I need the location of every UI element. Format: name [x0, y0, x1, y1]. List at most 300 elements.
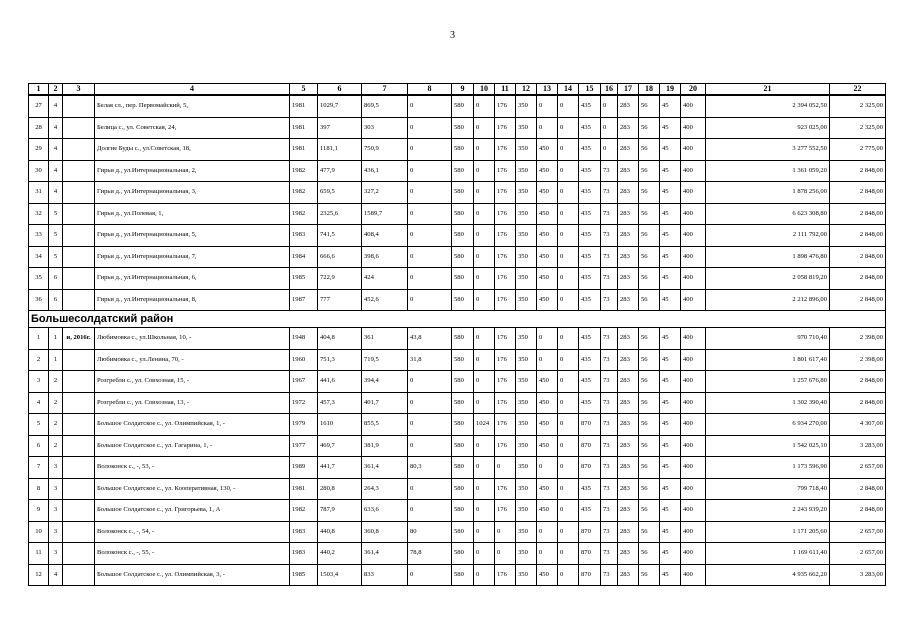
table-cell: 56 — [639, 371, 660, 393]
column-header: 10 — [474, 84, 495, 96]
table-cell: 12 — [29, 564, 49, 586]
table-cell: 0 — [474, 543, 495, 565]
table-cell: 0 — [495, 543, 516, 565]
table-cell: 452,6 — [362, 289, 408, 311]
table-cell: 33 — [29, 225, 49, 247]
table-cell — [63, 225, 95, 247]
table-cell: 580 — [452, 289, 474, 311]
table-cell: 0 — [474, 203, 495, 225]
table-cell: 361 — [362, 328, 408, 350]
table-cell: 6 934 270,00 — [706, 414, 830, 436]
table-cell: 1948 — [290, 328, 318, 350]
table-row — [29, 392, 886, 414]
table-row — [29, 564, 886, 586]
table-cell: 56 — [639, 328, 660, 350]
table-cell: 441,6 — [318, 371, 362, 393]
table-cell: 3 — [49, 478, 63, 500]
table-cell: 397 — [318, 117, 362, 139]
table-cell — [63, 457, 95, 479]
table-cell: 408,4 — [362, 225, 408, 247]
table-cell: 0 — [558, 95, 579, 117]
table-cell: 31,8 — [408, 349, 452, 371]
table-cell: 923 025,00 — [706, 117, 830, 139]
table-cell: 0 — [408, 225, 452, 247]
table-cell: 400 — [681, 328, 706, 350]
table-cell: 0 — [474, 268, 495, 290]
table-cell: 1 — [29, 328, 49, 350]
table-cell: 450 — [537, 225, 558, 247]
table-cell: 80 — [408, 521, 452, 543]
table-cell: 34 — [29, 246, 49, 268]
table-cell: 283 — [618, 289, 639, 311]
table-cell: Долгие Буды с., ул.Советская, 18, — [95, 139, 290, 161]
table-cell: 350 — [516, 246, 537, 268]
table-row — [29, 500, 886, 522]
table-cell: 450 — [537, 392, 558, 414]
table-cell: Большое Солдатское с., ул. Кооперативная, 130, - — [95, 478, 290, 500]
column-header: 22 — [830, 84, 886, 96]
table-cell: 580 — [452, 564, 474, 586]
table-cell: 0 — [408, 182, 452, 204]
table-cell: 580 — [452, 543, 474, 565]
table-cell: 6 — [29, 435, 49, 457]
table-cell: 29 — [29, 139, 49, 161]
table-cell: 0 — [558, 225, 579, 247]
table-cell: 1 169 611,40 — [706, 543, 830, 565]
table-cell: 400 — [681, 160, 706, 182]
table-cell: 0 — [601, 117, 618, 139]
table-cell: 580 — [452, 500, 474, 522]
table-cell: 5 — [29, 414, 49, 436]
table-cell: 6 623 308,80 — [706, 203, 830, 225]
table-cell: 580 — [452, 95, 474, 117]
table-cell: 580 — [452, 225, 474, 247]
table-cell: 870 — [579, 564, 601, 586]
table-cell: 0 — [408, 139, 452, 161]
table-cell: 2325,6 — [318, 203, 362, 225]
table-cell: 56 — [639, 246, 660, 268]
table-cell: 283 — [618, 392, 639, 414]
table-cell: 2 848,00 — [830, 160, 886, 182]
table-cell: 870 — [579, 435, 601, 457]
table-cell: 176 — [495, 478, 516, 500]
table-cell: 350 — [516, 160, 537, 182]
table-cell: 3 283,00 — [830, 564, 886, 586]
table-cell: 283 — [618, 478, 639, 500]
table-cell — [63, 268, 95, 290]
table-cell: 435 — [579, 203, 601, 225]
table-cell: 2 058 819,20 — [706, 268, 830, 290]
table-cell: 0 — [495, 521, 516, 543]
table-cell: 580 — [452, 117, 474, 139]
table-cell: 1 361 059,20 — [706, 160, 830, 182]
table-cell: 2 212 896,00 — [706, 289, 830, 311]
table-cell: 350 — [516, 543, 537, 565]
table-cell: 2 848,00 — [830, 225, 886, 247]
table-cell: 283 — [618, 543, 639, 565]
table-cell: 350 — [516, 95, 537, 117]
table-cell: 400 — [681, 371, 706, 393]
table-cell: 1 257 676,80 — [706, 371, 830, 393]
table-cell: 0 — [558, 328, 579, 350]
table-cell: 1981 — [290, 139, 318, 161]
table-cell: Белая сл., пер. Первомайский, 5, — [95, 95, 290, 117]
table-cell: 0 — [474, 139, 495, 161]
table-cell: 580 — [452, 392, 474, 414]
table-cell: 1982 — [290, 182, 318, 204]
table-cell: 56 — [639, 392, 660, 414]
table-cell: 0 — [408, 392, 452, 414]
table-cell: 424 — [362, 268, 408, 290]
table-cell — [63, 160, 95, 182]
table-cell: 45 — [660, 225, 681, 247]
table-row — [29, 203, 886, 225]
column-header: 19 — [660, 84, 681, 96]
table-row — [29, 349, 886, 371]
table-cell: 0 — [601, 95, 618, 117]
table-cell: 633,6 — [362, 500, 408, 522]
table-cell: 400 — [681, 349, 706, 371]
table-cell: 36 — [29, 289, 49, 311]
table-cell: 400 — [681, 543, 706, 565]
table-cell: 0 — [408, 268, 452, 290]
table-cell: 0 — [408, 117, 452, 139]
table-cell: 435 — [579, 182, 601, 204]
table-cell: 45 — [660, 268, 681, 290]
table-cell — [63, 564, 95, 586]
table-cell: 73 — [601, 289, 618, 311]
table-cell: 435 — [579, 139, 601, 161]
table-cell: 0 — [558, 160, 579, 182]
table-cell: 176 — [495, 500, 516, 522]
table-cell: 2 848,00 — [830, 289, 886, 311]
table-cell: 400 — [681, 414, 706, 436]
table-cell: 45 — [660, 117, 681, 139]
table-cell: 56 — [639, 182, 660, 204]
table-cell: 435 — [579, 500, 601, 522]
table-cell: 4 — [49, 139, 63, 161]
table-cell: 2 848,00 — [830, 246, 886, 268]
table-cell: 1 302 390,40 — [706, 392, 830, 414]
table-cell: 1 173 596,90 — [706, 457, 830, 479]
table-cell: 400 — [681, 392, 706, 414]
table-cell: 56 — [639, 117, 660, 139]
table-cell: 400 — [681, 95, 706, 117]
table-cell: 400 — [681, 203, 706, 225]
table-cell: 73 — [601, 160, 618, 182]
table-cell: 750,9 — [362, 139, 408, 161]
table-cell: 9 — [29, 500, 49, 522]
table-cell: 56 — [639, 203, 660, 225]
table-cell: 1972 — [290, 392, 318, 414]
table-cell: 580 — [452, 435, 474, 457]
table-cell: 400 — [681, 435, 706, 457]
table-cell: 2 394 052,50 — [706, 95, 830, 117]
table-cell — [63, 139, 95, 161]
table-cell: 176 — [495, 139, 516, 161]
table-cell: 1985 — [290, 268, 318, 290]
table-cell: 0 — [408, 371, 452, 393]
table-cell: 5 — [49, 225, 63, 247]
table-cell: 435 — [579, 117, 601, 139]
table-cell — [63, 289, 95, 311]
table-cell: 0 — [474, 182, 495, 204]
table-cell: 4 — [29, 392, 49, 414]
table-cell: Большое Солдатское с., ул. Григорьева, 1, А — [95, 500, 290, 522]
column-header: 14 — [558, 84, 579, 96]
table-cell: 350 — [516, 349, 537, 371]
column-header: 18 — [639, 84, 660, 96]
table-cell — [63, 521, 95, 543]
table-cell: 580 — [452, 349, 474, 371]
table-cell: 0 — [474, 246, 495, 268]
table-cell: 435 — [579, 268, 601, 290]
table-cell: 32 — [29, 203, 49, 225]
table-cell: 45 — [660, 478, 681, 500]
table-cell: 1983 — [290, 225, 318, 247]
table-cell: 450 — [537, 160, 558, 182]
table-cell: 0 — [408, 160, 452, 182]
table-cell: 450 — [537, 500, 558, 522]
table-cell: 1979 — [290, 414, 318, 436]
table-cell: 2 848,00 — [830, 371, 886, 393]
table-cell — [63, 246, 95, 268]
table-cell: 580 — [452, 478, 474, 500]
table-cell: 1 878 256,00 — [706, 182, 830, 204]
table-cell: 870 — [579, 543, 601, 565]
table-cell: 2 848,00 — [830, 268, 886, 290]
table-cell: 3 283,00 — [830, 435, 886, 457]
table-row — [29, 246, 886, 268]
table-cell: 283 — [618, 414, 639, 436]
table-cell: 176 — [495, 225, 516, 247]
table-cell: 45 — [660, 328, 681, 350]
table-cell: 45 — [660, 564, 681, 586]
table-cell: 1982 — [290, 160, 318, 182]
table-cell: 45 — [660, 435, 681, 457]
table-cell: 2 848,00 — [830, 182, 886, 204]
table-cell: 398,6 — [362, 246, 408, 268]
table-cell: Гирьи д., ул.Интернациональная, 2, — [95, 160, 290, 182]
column-header: 16 — [601, 84, 618, 96]
table-cell: 0 — [495, 457, 516, 479]
table-cell: 8 — [29, 478, 49, 500]
table-cell: 580 — [452, 414, 474, 436]
table-cell: 477,9 — [318, 160, 362, 182]
table-row — [29, 435, 886, 457]
table-cell: 4 307,00 — [830, 414, 886, 436]
table-cell: 0 — [474, 289, 495, 311]
table-cell: 73 — [601, 457, 618, 479]
table-cell: 78,8 — [408, 543, 452, 565]
table-cell: 73 — [601, 543, 618, 565]
table-cell: 855,5 — [362, 414, 408, 436]
table-cell: 1981 — [290, 95, 318, 117]
table-cell: 1 542 025,10 — [706, 435, 830, 457]
column-header: 6 — [318, 84, 362, 96]
table-cell: 2 — [49, 414, 63, 436]
table-cell: 176 — [495, 328, 516, 350]
table-cell — [63, 95, 95, 117]
table-cell: 450 — [537, 139, 558, 161]
table-cell: 450 — [537, 268, 558, 290]
table-cell: 73 — [601, 203, 618, 225]
table-cell: Белица с., ул. Советская, 24, — [95, 117, 290, 139]
table-cell: 401,7 — [362, 392, 408, 414]
table-cell: 0 — [537, 328, 558, 350]
table-cell: 2 657,00 — [830, 521, 886, 543]
table-cell: 283 — [618, 160, 639, 182]
table-cell — [63, 414, 95, 436]
table-row — [29, 95, 886, 117]
table-cell: 45 — [660, 160, 681, 182]
table-cell: 580 — [452, 203, 474, 225]
table-cell: 350 — [516, 289, 537, 311]
table-cell: 435 — [579, 225, 601, 247]
table-cell: 400 — [681, 457, 706, 479]
column-header: 7 — [362, 84, 408, 96]
table-cell: 73 — [601, 564, 618, 586]
table-cell: 580 — [452, 139, 474, 161]
table-cell: 440,8 — [318, 521, 362, 543]
table-cell: 1181,1 — [318, 139, 362, 161]
table-cell — [63, 435, 95, 457]
table-cell: Большое Солдатское с., ул. Олимпийская, 3, - — [95, 564, 290, 586]
table-cell: 869,5 — [362, 95, 408, 117]
table-cell: 0 — [558, 203, 579, 225]
table-cell: 2 325,00 — [830, 95, 886, 117]
column-header: 11 — [495, 84, 516, 96]
table-cell: 787,9 — [318, 500, 362, 522]
table-row — [29, 328, 886, 350]
table-cell: 0 — [558, 289, 579, 311]
table-cell: 283 — [618, 95, 639, 117]
table-cell: 400 — [681, 182, 706, 204]
table-row — [29, 139, 886, 161]
table-cell: 10 — [29, 521, 49, 543]
table-cell: 0 — [408, 500, 452, 522]
header-row — [29, 84, 886, 96]
table-cell: 441,7 — [318, 457, 362, 479]
table-cell — [63, 182, 95, 204]
table-cell: 0 — [408, 435, 452, 457]
table-cell: 833 — [362, 564, 408, 586]
column-header: 12 — [516, 84, 537, 96]
table-cell: 7 — [29, 457, 49, 479]
table-cell: 350 — [516, 457, 537, 479]
table-cell: Розгребли с., ул. Совхозная, 15, - — [95, 371, 290, 393]
table-cell: 0 — [408, 564, 452, 586]
table-cell: Большое Солдатское с., ул. Олимпийская, 1, - — [95, 414, 290, 436]
table-cell: 0 — [558, 117, 579, 139]
table-cell: 580 — [452, 268, 474, 290]
table-cell: 1982 — [290, 500, 318, 522]
table-cell: 0 — [537, 543, 558, 565]
table-cell: 450 — [537, 564, 558, 586]
table-cell: 176 — [495, 160, 516, 182]
table-cell: 0 — [474, 328, 495, 350]
table-cell: 0 — [474, 160, 495, 182]
table-cell: 176 — [495, 371, 516, 393]
table-cell: 1983 — [290, 543, 318, 565]
column-header: 15 — [579, 84, 601, 96]
table-cell: 28 — [29, 117, 49, 139]
table-cell: 4 — [49, 95, 63, 117]
table-cell: 400 — [681, 521, 706, 543]
table-cell: 435 — [579, 95, 601, 117]
table-cell: 283 — [618, 182, 639, 204]
table-cell: 3 — [49, 543, 63, 565]
table-cell: 43,8 — [408, 328, 452, 350]
table-cell: 73 — [601, 371, 618, 393]
table-cell: 450 — [537, 371, 558, 393]
table-cell: 6 — [49, 289, 63, 311]
table-cell: 400 — [681, 246, 706, 268]
table-cell — [63, 478, 95, 500]
table-cell: 3 277 552,50 — [706, 139, 830, 161]
table-cell: 1983 — [290, 521, 318, 543]
table-cell: 435 — [579, 478, 601, 500]
column-header: 4 — [95, 84, 290, 96]
table-cell: 400 — [681, 139, 706, 161]
table-cell: 0 — [474, 371, 495, 393]
table-cell: Любимовка с., ул.Школьная, 10, - — [95, 328, 290, 350]
column-header: 1 — [29, 84, 49, 96]
table-cell: 1024 — [474, 414, 495, 436]
table-cell: 2 657,00 — [830, 457, 886, 479]
table-cell: 0 — [537, 95, 558, 117]
table-cell: 580 — [452, 182, 474, 204]
table-cell: 327,2 — [362, 182, 408, 204]
table-cell: 2 243 939,20 — [706, 500, 830, 522]
table-cell: 280,8 — [318, 478, 362, 500]
table-cell: 0 — [408, 95, 452, 117]
table-cell: 56 — [639, 543, 660, 565]
table-cell: 2 848,00 — [830, 500, 886, 522]
table-cell: 0 — [558, 371, 579, 393]
table-cell: 283 — [618, 564, 639, 586]
table-cell: 4 — [49, 160, 63, 182]
table-cell: 73 — [601, 392, 618, 414]
table-cell: 350 — [516, 521, 537, 543]
table-cell: 176 — [495, 246, 516, 268]
table-cell: 3 — [49, 521, 63, 543]
table-cell: Большое Солдатское с., ул. Гагарина, 1, - — [95, 435, 290, 457]
table-cell: 970 710,40 — [706, 328, 830, 350]
table-cell: 350 — [516, 564, 537, 586]
table-cell: 303 — [362, 117, 408, 139]
table-cell: 0 — [601, 139, 618, 161]
table-cell: Розгребли с., ул. Совхозная, 13, - — [95, 392, 290, 414]
table-cell: 450 — [537, 478, 558, 500]
table-cell: 450 — [537, 289, 558, 311]
table-cell: 1503,4 — [318, 564, 362, 586]
table-cell: 0 — [558, 349, 579, 371]
table-cell: 73 — [601, 246, 618, 268]
table-cell: 400 — [681, 478, 706, 500]
table-cell: 3 — [29, 371, 49, 393]
table-cell: 56 — [639, 139, 660, 161]
table-cell: 45 — [660, 95, 681, 117]
table-cell: 73 — [601, 328, 618, 350]
table-cell: Гирьи д., ул.Интернациональная, 5, — [95, 225, 290, 247]
table-cell: 394,4 — [362, 371, 408, 393]
table-cell: 870 — [579, 521, 601, 543]
table-cell: 45 — [660, 139, 681, 161]
table-cell: 2 325,00 — [830, 117, 886, 139]
table-cell: 56 — [639, 289, 660, 311]
table-cell: 283 — [618, 371, 639, 393]
